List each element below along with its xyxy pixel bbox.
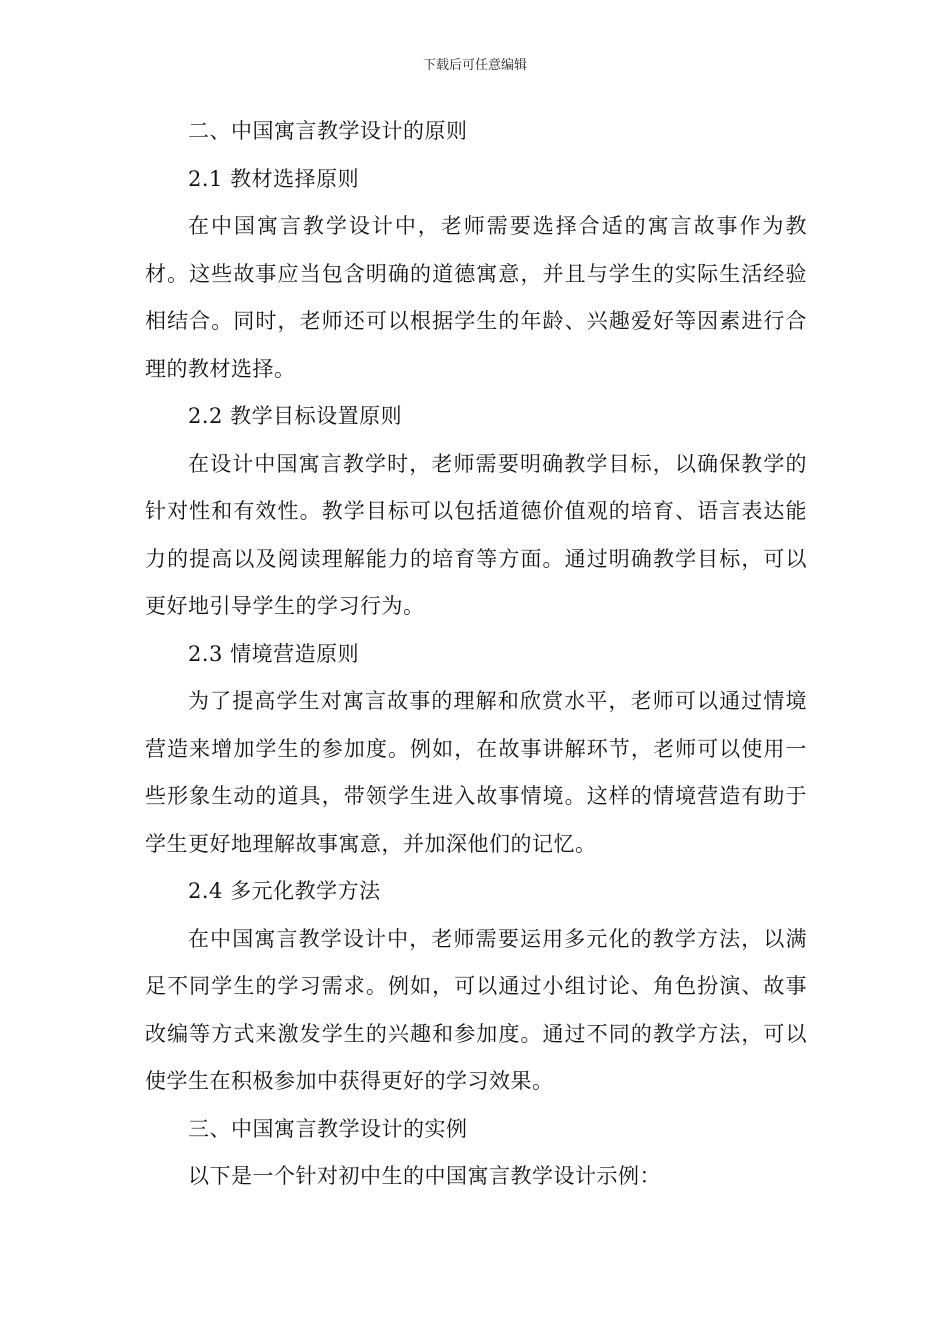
subsection-2-1-paragraph: 在中国寓言教学设计中，老师需要选择合适的寓言故事作为教材。这些故事应当包含明确的道德寓意，并且与学生的实际生活经验相结合。同时，老师还可以根据学生的年龄、兴趣爱好等因素进行合理的教材选择。 xyxy=(145,214,807,381)
page-header-note: 下载后可任意编辑 xyxy=(422,58,527,73)
subsection-2-4-heading: 2.4 多元化教学方法 xyxy=(188,879,381,903)
section-2-heading: 二、中国寓言教学设计的原则 xyxy=(188,119,468,143)
subsection-2-4-paragraph: 在中国寓言教学设计中，老师需要运用多元化的教学方法，以满足不同学生的学习需求。例如，可以通过小组讨论、角色扮演、故事改编等方式来激发学生的兴趣和参加度。通过不同的教学方法，可以使学生在积极参加中获得更好的学习效果。 xyxy=(145,926,807,1093)
subsection-2-3-paragraph: 为了提高学生对寓言故事的理解和欣赏水平，老师可以通过情境营造来增加学生的参加度。例如，在故事讲解环节，老师可以使用一些形象生动的道具，带领学生进入故事情境。这样的情境营造有助于学生更好地理解故事寓意，并加深他们的记忆。 xyxy=(145,689,807,856)
section-3-heading: 三、中国寓言教学设计的实例 xyxy=(188,1116,468,1141)
section-3-intro-paragraph: 以下是一个针对初中生的中国寓言教学设计示例： xyxy=(188,1164,661,1188)
subsection-2-1-heading: 2.1 教材选择原则 xyxy=(188,166,360,191)
subsection-2-3-heading: 2.3 情境营造原则 xyxy=(188,641,360,666)
subsection-2-2-heading: 2.2 教学目标设置原则 xyxy=(188,404,403,428)
subsection-2-2-paragraph: 在设计中国寓言教学时，老师需要明确教学目标，以确保教学的针对性和有效性。教学目标可以包括道德价值观的培育、语言表达能力的提高以及阅读理解能力的培育等方面。通过明确教学目标，可以更好地引导学生的学习行为。 xyxy=(145,451,807,618)
document-body xyxy=(145,108,807,1201)
